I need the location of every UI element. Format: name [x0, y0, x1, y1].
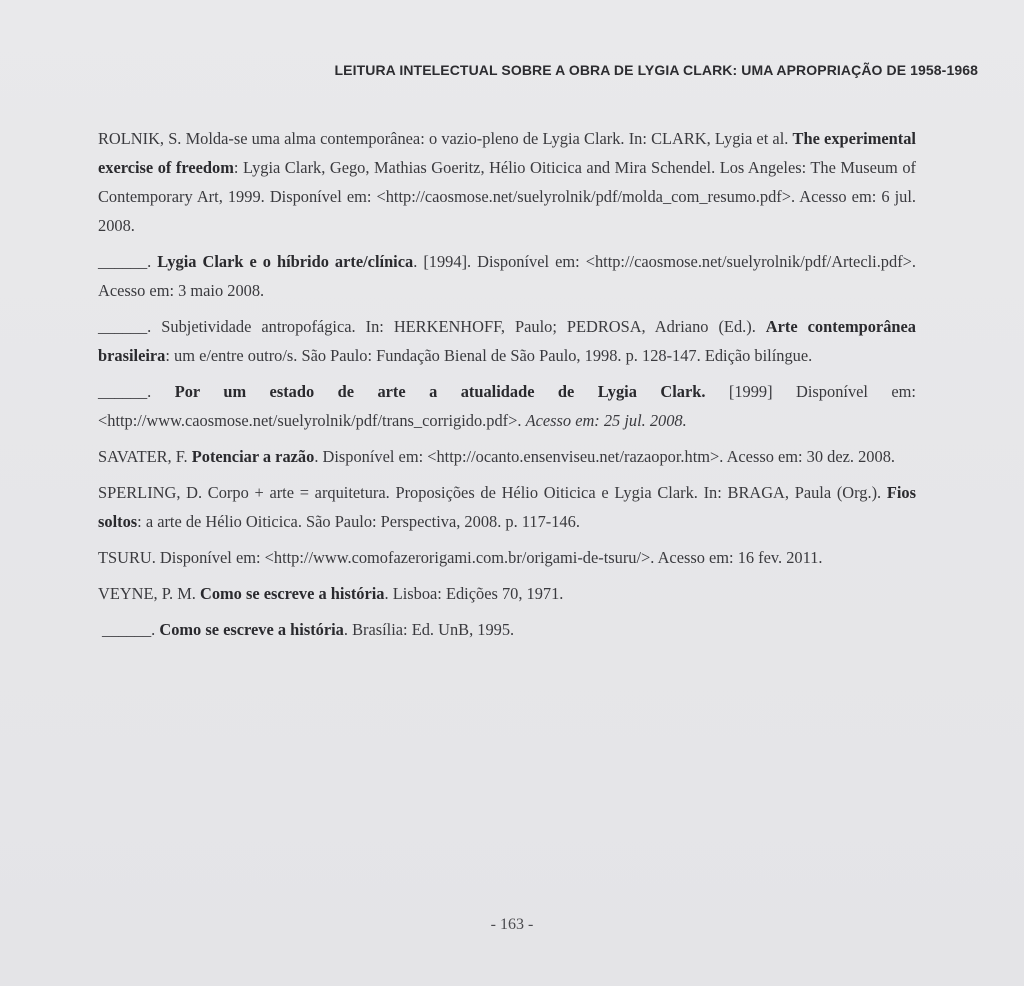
- ref-title: Arte contemporânea brasileira: [98, 317, 916, 365]
- ref-text: . Brasília: Ed. UnB, 1995.: [343, 620, 515, 639]
- ref-text: VEYNE, P. M.: [98, 584, 200, 603]
- ref-title: Fios soltos: [98, 483, 916, 531]
- ref-text: ______.: [102, 620, 160, 639]
- ref-text: TSURU. Disponível em: <http://www.comofazerorigami.com.br/origami-de-tsuru/>. Acesso em: 16 fev. 2011.: [98, 548, 823, 567]
- reference-sperling: [98, 478, 916, 536]
- ref-access-date: Acesso em: 25 jul. 2008.: [525, 411, 687, 430]
- running-header: LEITURA INTELECTUAL SOBRE A OBRA DE LYGIA CLARK: UMA APROPRIAÇÃO DE 1958-1968: [334, 62, 978, 78]
- ref-text: . Disponível em: <http://ocanto.ensenviseu.net/razaopor.htm>. Acesso em: 30 dez. 2008.: [314, 447, 895, 466]
- ref-text: [1999] Disponível em: <http://www.caosmose.net/suelyrolnik/pdf/trans_corrigido.pdf>.: [98, 382, 916, 430]
- reference-veyne-1995: [98, 615, 916, 644]
- ref-text: ______.: [98, 382, 175, 401]
- ref-text: SPERLING, D. Corpo + arte = arquitetura. Proposições de Hélio Oiticica e Lygia Clark. In: BRAGA, Paula (Org.).: [98, 483, 887, 502]
- ref-text: ROLNIK, S. Molda-se uma alma contemporânea: o vazio-pleno de Lygia Clark. In: CLARK, Lygia et al.: [98, 129, 793, 148]
- reference-tsuru: [98, 543, 916, 572]
- ref-text: . Lisboa: Edições 70, 1971.: [384, 584, 564, 603]
- reference-veyne-1971: [98, 579, 916, 608]
- page-number: - 163 -: [490, 916, 534, 933]
- ref-title: Potenciar a razão: [191, 447, 315, 466]
- ref-text: : a arte de Hélio Oiticica. São Paulo: Perspectiva, 2008. p. 117-146.: [137, 512, 580, 531]
- ref-title: Lygia Clark e o híbrido arte/clínica: [157, 252, 414, 271]
- reference-rolnik-molda: [98, 124, 916, 240]
- ref-text: ______.: [98, 252, 158, 271]
- reference-list: [98, 124, 916, 651]
- ref-text: : um e/entre outro/s. São Paulo: Fundação Bienal de São Paulo, 1998. p. 128-147. Edição bilíngue.: [165, 346, 813, 365]
- reference-rolnik-subjetividade: [98, 312, 916, 370]
- ref-title: The experimental exercise of freedom: [98, 129, 916, 177]
- ref-text: : Lygia Clark, Gego, Mathias Goeritz, Hélio Oiticica and Mira Schendel. Los Angeles: The Museum of Contemporary Art, 1999. Disponível em: <http://caosmose.net/suelyrolnik/pdf/molda_com_resumo.pdf>. Acesso em: 6 jul. 2008.: [98, 158, 916, 235]
- ref-text: ______. Subjetividade antropofágica. In: HERKENHOFF, Paulo; PEDROSA, Adriano (Ed.).: [98, 317, 766, 336]
- reference-savater: [98, 442, 916, 471]
- reference-rolnik-estado-de-arte: [98, 377, 916, 435]
- ref-title: Como se escreve a história: [200, 584, 385, 603]
- ref-text: . [1994]. Disponível em: <http://caosmose.net/suelyrolnik/pdf/Artecli.pdf>. Acesso em: 3 maio 2008.: [98, 252, 916, 300]
- ref-title: Por um estado de arte a atualidade de Lygia Clark.: [174, 382, 706, 401]
- reference-rolnik-hibrido: [98, 247, 916, 305]
- ref-text: SAVATER, F.: [98, 447, 192, 466]
- ref-title: Como se escreve a história: [159, 620, 344, 639]
